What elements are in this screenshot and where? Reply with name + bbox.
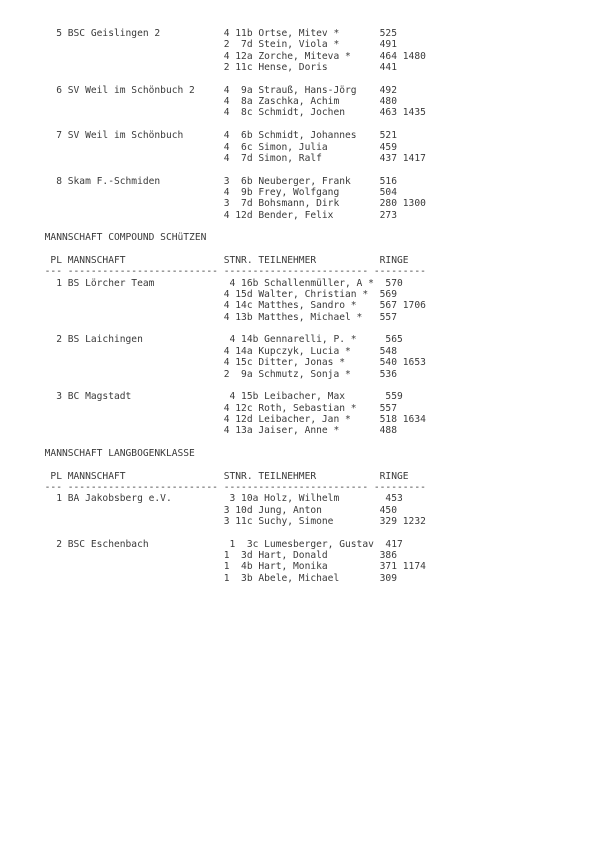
text-line: 2 BS Laichingen 4 14b Gennarelli, P. * 565: [10, 334, 403, 346]
text-line: 4 12d Leibacher, Jan * 518 1634: [10, 413, 426, 425]
text-line: 2 BSC Eschenbach 1 3c Lumesberger, Gustav 417: [10, 538, 403, 550]
text-line: 4 7d Simon, Ralf 437 1417: [10, 152, 426, 164]
text-line: 4 12d Bender, Felix 273: [10, 209, 397, 221]
text-line: 2 7d Stein, Viola * 491: [10, 39, 397, 51]
text-line: --- -------------------------- ------------------------- ---------: [10, 482, 426, 493]
text-line: 4 15d Walter, Christian * 569: [10, 289, 397, 301]
text-line: 6 SV Weil im Schönbuch 2 4 9a Strauß, Hans-Jörg 492: [10, 84, 397, 96]
text-line: 1 3b Abele, Michael 309: [10, 572, 397, 584]
text-line: 4 14c Matthes, Sandro * 567 1706: [10, 300, 426, 312]
text-line: 4 6c Simon, Julia 459: [10, 141, 397, 153]
text-line: 7 SV Weil im Schönbuch 4 6b Schmidt, Johannes 521: [10, 130, 397, 142]
text-line: 1 BS Lörcher Team 4 16b Schallenmüller, A * 570: [10, 277, 403, 289]
text-line: 4 12c Roth, Sebastian * 557: [10, 402, 397, 414]
text-line: 4 15c Ditter, Jonas * 540 1653: [10, 357, 426, 369]
text-line: 4 14a Kupczyk, Lucia * 548: [10, 345, 397, 357]
text-line: 4 8a Zaschka, Achim 480: [10, 96, 397, 108]
text-line: 3 11c Suchy, Simone 329 1232: [10, 516, 426, 528]
text-line: 3 7d Bohsmann, Dirk 280 1300: [10, 198, 426, 210]
text-line: 4 13b Matthes, Michael * 557: [10, 311, 397, 323]
text-line: 1 BA Jakobsberg e.V. 3 10a Holz, Wilhelm 453: [10, 493, 403, 505]
text-line: 1 4b Hart, Monika 371 1174: [10, 561, 426, 573]
text-line: 4 12a Zorche, Miteva * 464 1480: [10, 50, 426, 62]
text-line: 5 BSC Geislingen 2 4 11b Ortse, Mitev * 525: [10, 28, 397, 39]
text-line: 1 3d Hart, Donald 386: [10, 550, 397, 562]
text-line: 8 Skam F.-Schmiden 3 6b Neuberger, Frank 516: [10, 175, 397, 187]
text-line: PL MANNSCHAFT STNR. TEILNEHMER RINGE: [10, 470, 409, 482]
text-line: MANNSCHAFT COMPOUND SCHüTZEN: [10, 232, 207, 244]
text-line: 3 BC Magstadt 4 15b Leibacher, Max 559: [10, 391, 403, 403]
text-line: --- -------------------------- ------------------------- ---------: [10, 266, 426, 278]
text-line: PL MANNSCHAFT STNR. TEILNEHMER RINGE: [10, 255, 409, 266]
text-line: 3 10d Jung, Anton 450: [10, 504, 397, 516]
text-line: MANNSCHAFT LANGBOGENKLASSE: [10, 447, 195, 459]
text-line: 4 9b Frey, Wolfgang 504: [10, 186, 397, 198]
text-line: 4 8c Schmidt, Jochen 463 1435: [10, 107, 426, 119]
text-line: 4 13a Jaiser, Anne * 488: [10, 425, 397, 437]
text-line: 2 9a Schmutz, Sonja * 536: [10, 368, 397, 380]
text-line: 2 11c Hense, Doris 441: [10, 62, 397, 74]
